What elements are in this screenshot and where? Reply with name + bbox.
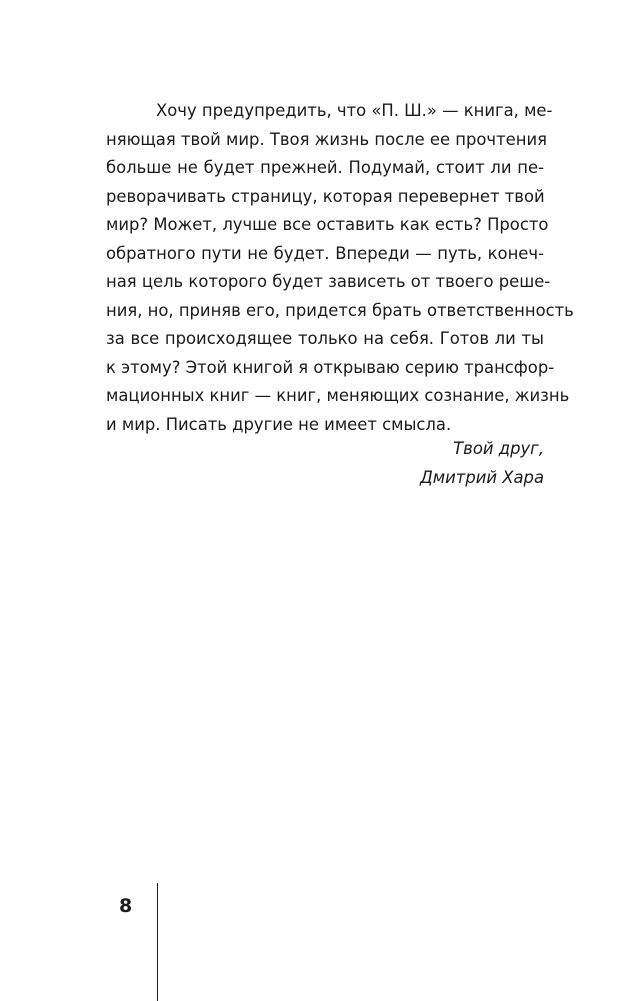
signature-greeting: Твой друг, bbox=[453, 439, 544, 458]
text-line: за все происходящее только на себя. Готов ли ты bbox=[106, 329, 544, 348]
text-line: ная цель которого будет зависеть от твоего реше- bbox=[106, 272, 551, 291]
text-line: больше не будет прежней. Подумай, стоит ли пе- bbox=[106, 158, 544, 177]
text-line: мир? Может, лучше все оставить как есть? Просто bbox=[106, 215, 549, 234]
text-line: и мир. Писать другие не имеет смысла. bbox=[106, 414, 452, 434]
text-line: реворачивать страницу, которая перевернет твой bbox=[106, 186, 545, 206]
text-line: мационных книг — книг, меняющих сознание, жизнь bbox=[106, 386, 570, 405]
signature bbox=[420, 434, 544, 492]
text-line: няющая твой мир. Твоя жизнь после ее прочтения bbox=[106, 129, 547, 149]
text-line: ния, но, приняв его, придется брать ответственность bbox=[106, 300, 574, 320]
page-number: 8 bbox=[119, 895, 133, 917]
signature-author: Дмитрий Хара bbox=[419, 468, 544, 487]
body-paragraph bbox=[106, 97, 574, 439]
text-line: обратного пути не будет. Впереди — путь, конеч- bbox=[106, 243, 544, 263]
page-number-rule bbox=[157, 883, 158, 1001]
text-line: Хочу предупредить, что «П. Ш.» — книга, ме- bbox=[156, 101, 553, 120]
text-line: к этому? Этой книгой я открываю серию трансфор- bbox=[106, 357, 555, 377]
